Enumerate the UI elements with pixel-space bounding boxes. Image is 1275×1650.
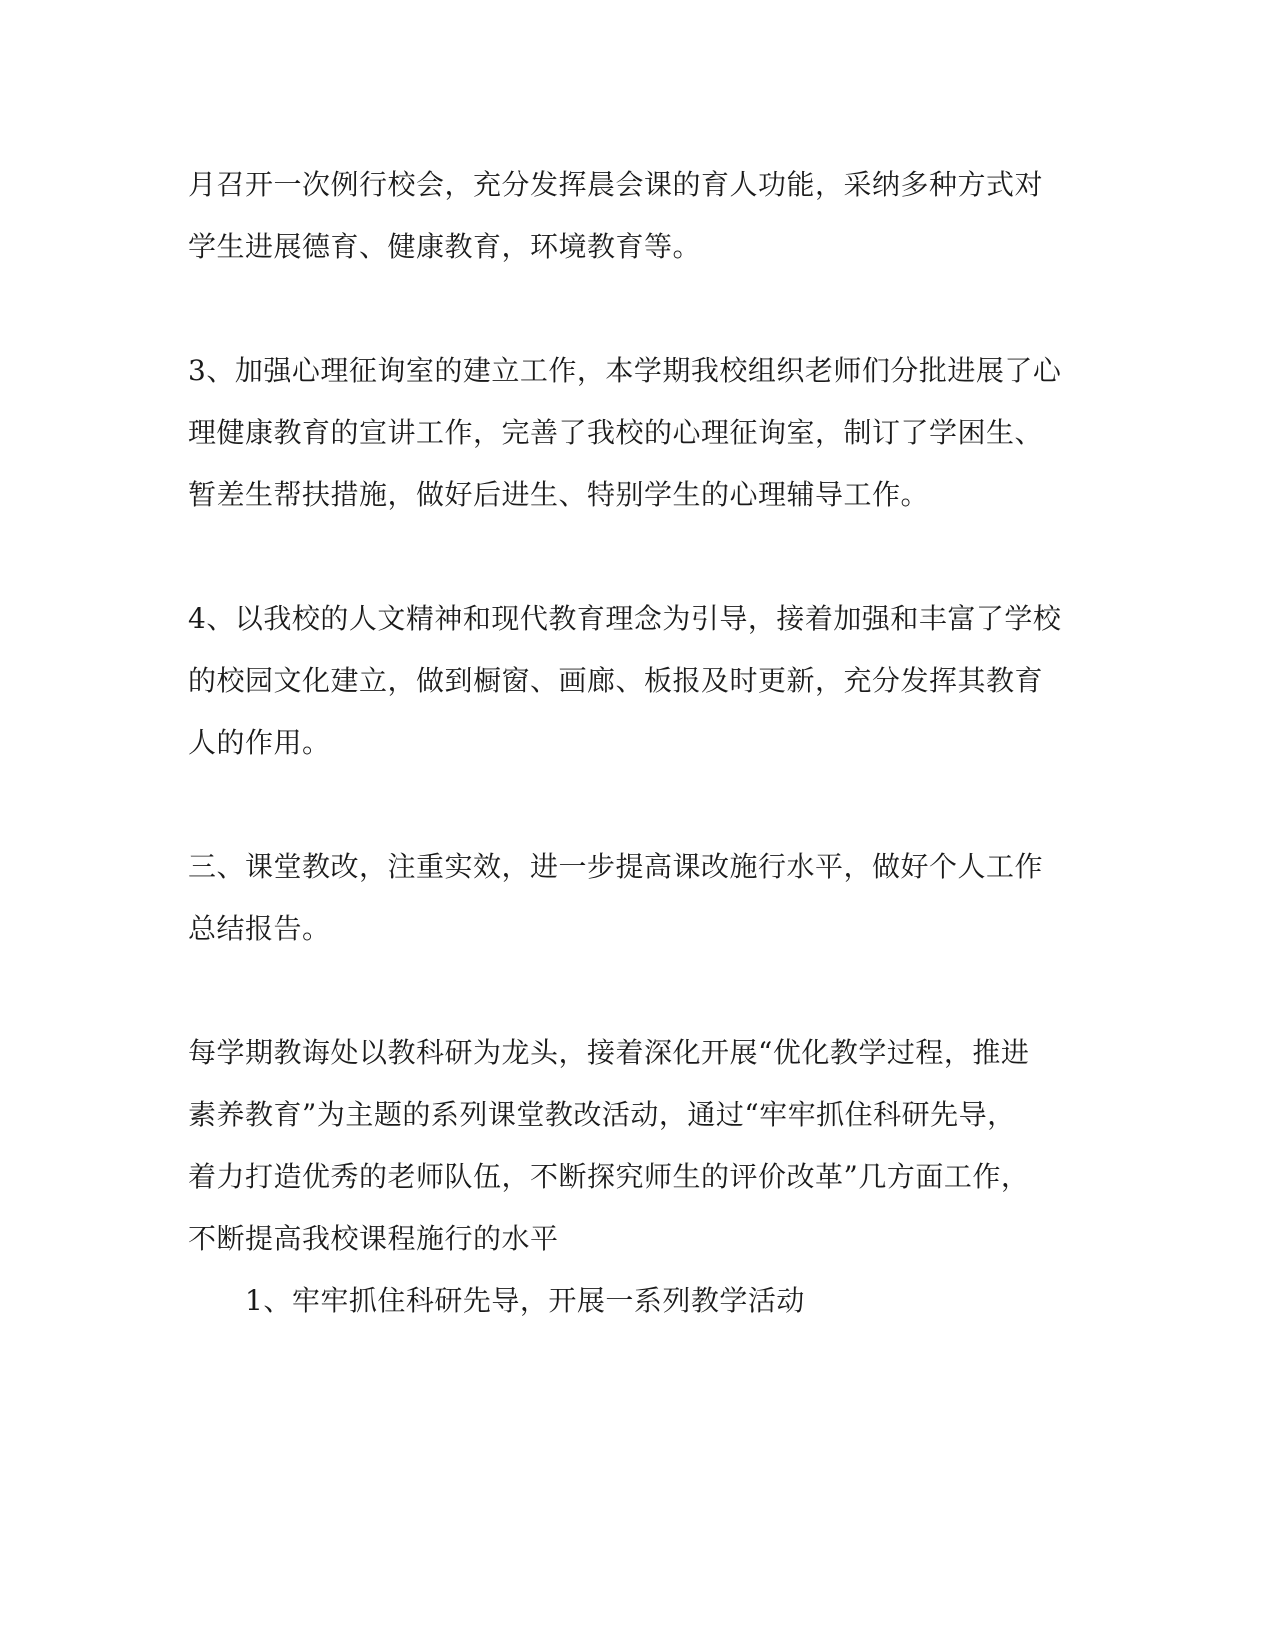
- text-line: 每学期教诲处以教科研为龙头，接着深化开展“优化教学过程，推进: [188, 1036, 1030, 1069]
- section-heading: 总结报告。: [188, 912, 331, 945]
- text-line: 4、以我校的人文精神和现代教育理念为引导，接着加强和丰富了学校: [188, 602, 1062, 635]
- text-line: 素养教育”为主题的系列课堂教改活动，通过“牢牢抓住科研先导，: [188, 1098, 1016, 1131]
- text-line: 月召开一次例行校会，充分发挥晨会课的育人功能，采纳多种方式对: [188, 168, 1044, 201]
- text-line: 学生进展德育、健康教育，环境教育等。: [188, 230, 702, 263]
- text-line: 暂差生帮扶措施，做好后进生、特别学生的心理辅导工作。: [188, 478, 930, 511]
- text-line: 的校园文化建立，做到橱窗、画廊、板报及时更新，充分发挥其教育: [188, 664, 1044, 697]
- text-line: 着力打造优秀的老师队伍，不断探究师生的评价改革”几方面工作，: [188, 1160, 1030, 1193]
- text-line: 理健康教育的宣讲工作，完善了我校的心理征询室，制订了学困生、: [188, 416, 1044, 449]
- subheading: 1、牢牢抓住科研先导，开展一系列教学活动: [245, 1284, 805, 1317]
- section-heading: 三、课堂教改，注重实效，进一步提高课改施行水平，做好个人工作: [188, 850, 1044, 883]
- text-line: 3、加强心理征询室的建立工作，本学期我校组织老师们分批进展了心: [188, 354, 1062, 387]
- text-line: 不断提高我校课程施行的水平: [188, 1222, 559, 1255]
- text-line: 人的作用。: [188, 726, 331, 759]
